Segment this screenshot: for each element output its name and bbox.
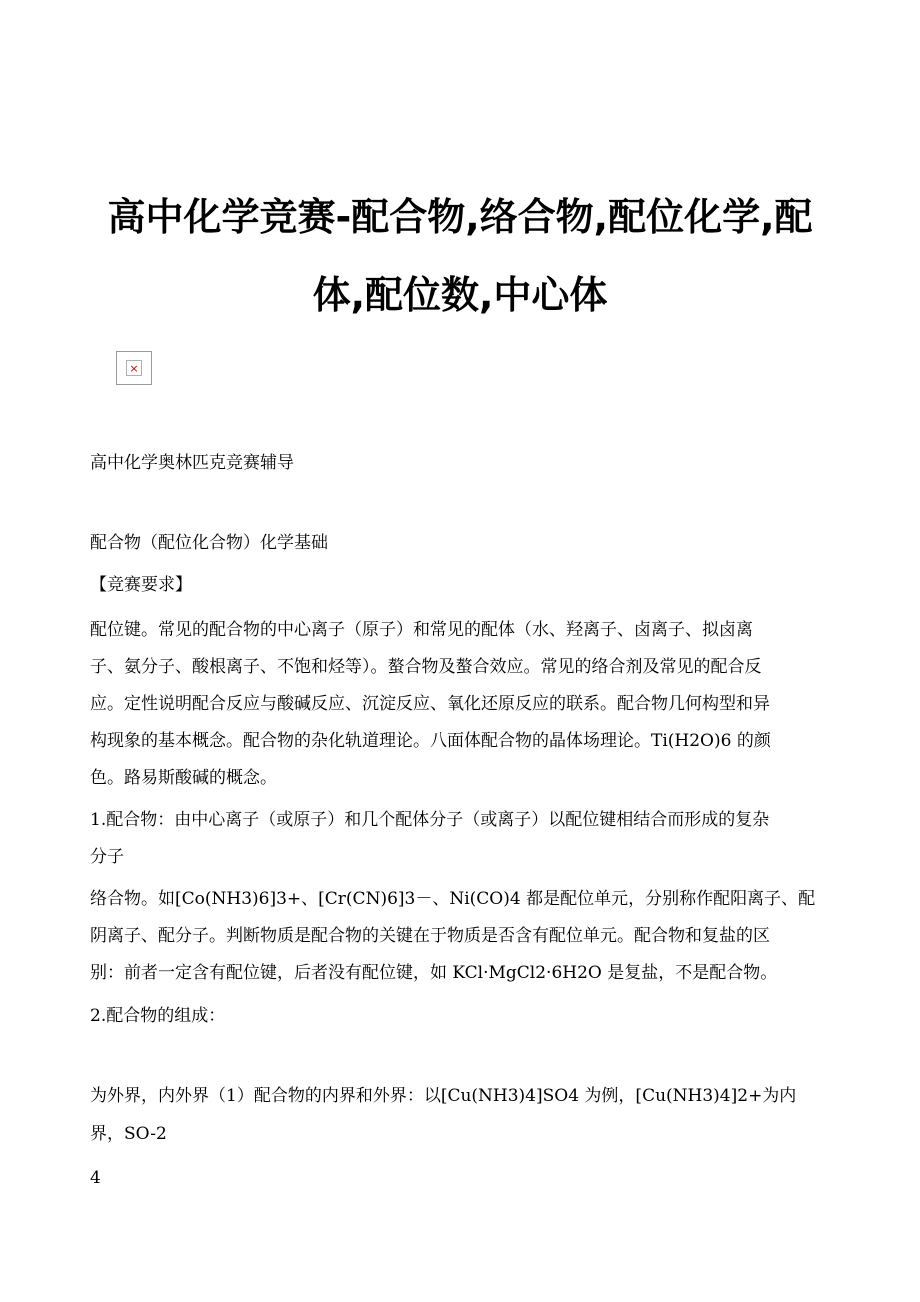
requirements-line-2: 子、氨分子、酸根离子、不饱和烃等）。螯合物及螯合效应。常见的络合剂及常见的配合反	[90, 657, 762, 677]
requirements-line-5: 色。路易斯酸碱的概念。	[90, 768, 277, 788]
broken-image-icon	[126, 360, 142, 376]
definition-line-1: 1.配合物：由中心离子（或原子）和几个配体分子（或离子）以配位键相结合而形成的复杂	[90, 810, 770, 830]
document-title	[90, 178, 830, 334]
example-line-3: 别：前者一定含有配位键，后者没有配位键，如 KCl·MgCl2·6H2O 是复盐，不是配合物。	[90, 963, 778, 983]
title-line-2: 体,配位数,中心体	[312, 273, 608, 317]
composition-line-3: 4	[90, 1168, 101, 1188]
composition-line-2: 界，SO-2	[90, 1124, 167, 1144]
broken-image-placeholder	[116, 351, 152, 385]
section-title: 配合物（配位化合物）化学基础	[90, 533, 328, 553]
requirements-line-3: 应。定性说明配合反应与酸碱反应、沉淀反应、氧化还原反应的联系。配合物几何构型和异	[90, 694, 770, 714]
subtitle: 高中化学奥林匹克竞赛辅导	[90, 453, 294, 473]
broken-image-glyph: ×	[129, 361, 139, 375]
requirements-heading: 【竞赛要求】	[90, 575, 192, 595]
example-line-2: 阴离子、配分子。判断物质是配合物的关键在于物质是否含有配位单元。配合物和复盐的区	[90, 926, 770, 946]
example-line-1: 络合物。如[Co(NH3)6]3+、[Cr(CN)6]3－、Ni(CO)4 都是配位单元，分别称作配阳离子、配	[90, 889, 816, 909]
title-line-1: 高中化学竞赛-配合物,络合物,配位化学,配	[107, 195, 813, 239]
requirements-line-1: 配位键。常见的配合物的中心离子（原子）和常见的配体（水、羟离子、卤离子、拟卤离	[90, 620, 753, 640]
composition-heading: 2.配合物的组成：	[90, 1006, 226, 1026]
composition-line-1: 为外界，内外界（1）配合物的内界和外界：以[Cu(NH3)4]SO4 为例，[Cu(NH3)4]2+为内	[90, 1086, 797, 1106]
requirements-line-4: 构现象的基本概念。配合物的杂化轨道理论。八面体配合物的晶体场理论。Ti(H2O)6 的颜	[90, 731, 771, 751]
definition-line-2: 分子	[90, 847, 124, 867]
